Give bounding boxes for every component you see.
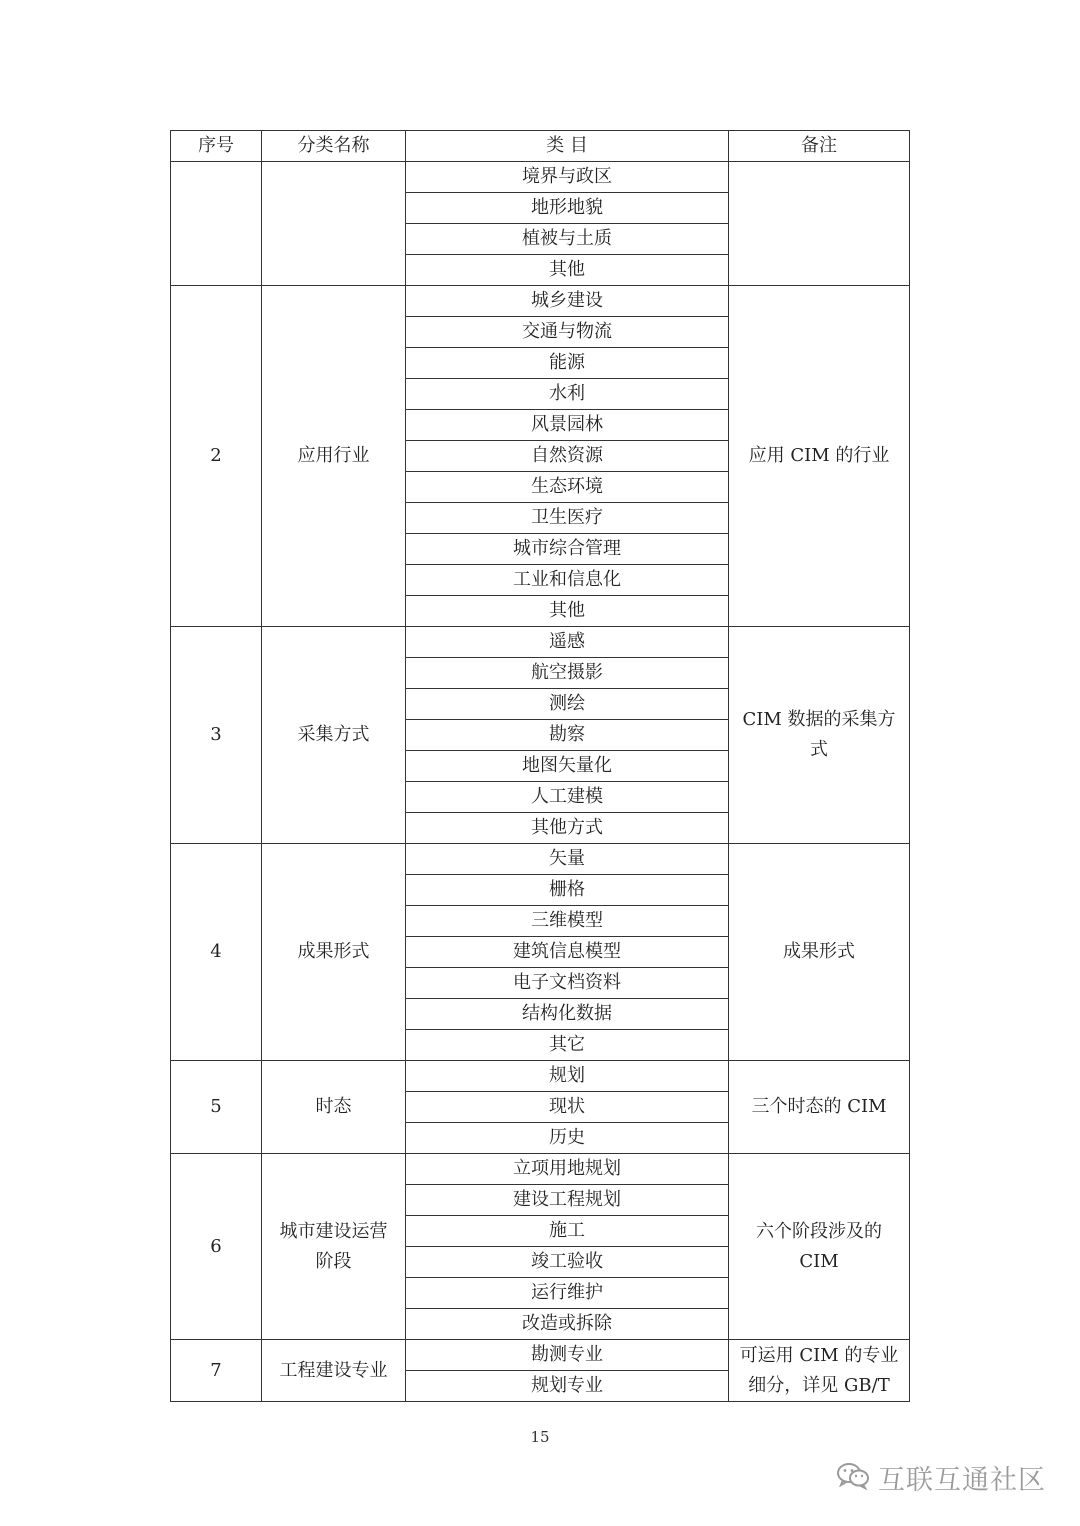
item-cell: 其他方式: [406, 813, 729, 844]
item-cell: 卫生医疗: [406, 503, 729, 534]
item-cell: 风景园林: [406, 410, 729, 441]
row-number-cell: [171, 162, 262, 286]
note-cell: 六个阶段涉及的 CIM: [729, 1154, 910, 1340]
item-cell: 改造或拆除: [406, 1309, 729, 1340]
row-number-cell: 2: [171, 286, 262, 627]
item-cell: 境界与政区: [406, 162, 729, 193]
item-cell: 地图矢量化: [406, 751, 729, 782]
table-row: [171, 844, 910, 875]
note-cell: 成果形式: [729, 844, 910, 1061]
header-no: 序号: [171, 131, 262, 162]
item-cell: 植被与土质: [406, 224, 729, 255]
category-name-cell: 应用行业: [262, 286, 406, 627]
note-cell: [729, 162, 910, 286]
item-cell: 运行维护: [406, 1278, 729, 1309]
classification-table: [170, 130, 910, 1402]
item-cell: 矢量: [406, 844, 729, 875]
note-cell: 三个时态的 CIM: [729, 1061, 910, 1154]
item-cell: 人工建模: [406, 782, 729, 813]
row-number-cell: 6: [171, 1154, 262, 1340]
wechat-icon: [836, 1461, 870, 1495]
item-cell: 遥感: [406, 627, 729, 658]
row-number-cell: 5: [171, 1061, 262, 1154]
table-body: [171, 162, 910, 1402]
category-name-cell: 工程建设专业: [262, 1340, 406, 1402]
category-name-cell: 采集方式: [262, 627, 406, 844]
watermark-text: 互联互通社区: [878, 1465, 1046, 1496]
item-cell: 建设工程规划: [406, 1185, 729, 1216]
note-cell: 可运用 CIM 的专业细分，详见 GB/T: [729, 1340, 910, 1402]
row-number-cell: 4: [171, 844, 262, 1061]
table-header-row: [171, 131, 910, 162]
item-cell: 施工: [406, 1216, 729, 1247]
item-cell: 勘测专业: [406, 1340, 729, 1371]
item-cell: 三维模型: [406, 906, 729, 937]
item-cell: 勘察: [406, 720, 729, 751]
row-number-cell: 7: [171, 1340, 262, 1402]
category-name-cell: 时态: [262, 1061, 406, 1154]
table-row: [171, 1340, 910, 1371]
header-category-name: 分类名称: [262, 131, 406, 162]
table-row: [171, 1154, 910, 1185]
category-name-cell: [262, 162, 406, 286]
item-cell: 现状: [406, 1092, 729, 1123]
table-row: [171, 1061, 910, 1092]
row-number-cell: 3: [171, 627, 262, 844]
category-name-cell: 城市建设运营阶段: [262, 1154, 406, 1340]
table-row: [171, 627, 910, 658]
category-name-cell: 成果形式: [262, 844, 406, 1061]
item-cell: 测绘: [406, 689, 729, 720]
item-cell: 能源: [406, 348, 729, 379]
header-items: 类 目: [406, 131, 729, 162]
item-cell: 水利: [406, 379, 729, 410]
item-cell: 自然资源: [406, 441, 729, 472]
item-cell: 结构化数据: [406, 999, 729, 1030]
item-cell: 立项用地规划: [406, 1154, 729, 1185]
table-row: [171, 162, 910, 193]
item-cell: 地形地貌: [406, 193, 729, 224]
page-number: 15: [530, 1428, 550, 1446]
note-cell: CIM 数据的采集方式: [729, 627, 910, 844]
table-row: [171, 286, 910, 317]
item-cell: 其它: [406, 1030, 729, 1061]
item-cell: 规划专业: [406, 1371, 729, 1402]
item-cell: 栅格: [406, 875, 729, 906]
item-cell: 其他: [406, 255, 729, 286]
watermark: [836, 1458, 1046, 1497]
item-cell: 交通与物流: [406, 317, 729, 348]
item-cell: 工业和信息化: [406, 565, 729, 596]
item-cell: 规划: [406, 1061, 729, 1092]
item-cell: 城市综合管理: [406, 534, 729, 565]
item-cell: 航空摄影: [406, 658, 729, 689]
item-cell: 竣工验收: [406, 1247, 729, 1278]
item-cell: 电子文档资料: [406, 968, 729, 999]
header-note: 备注: [729, 131, 910, 162]
item-cell: 历史: [406, 1123, 729, 1154]
item-cell: 城乡建设: [406, 286, 729, 317]
item-cell: 其他: [406, 596, 729, 627]
item-cell: 建筑信息模型: [406, 937, 729, 968]
note-cell: 应用 CIM 的行业: [729, 286, 910, 627]
item-cell: 生态环境: [406, 472, 729, 503]
